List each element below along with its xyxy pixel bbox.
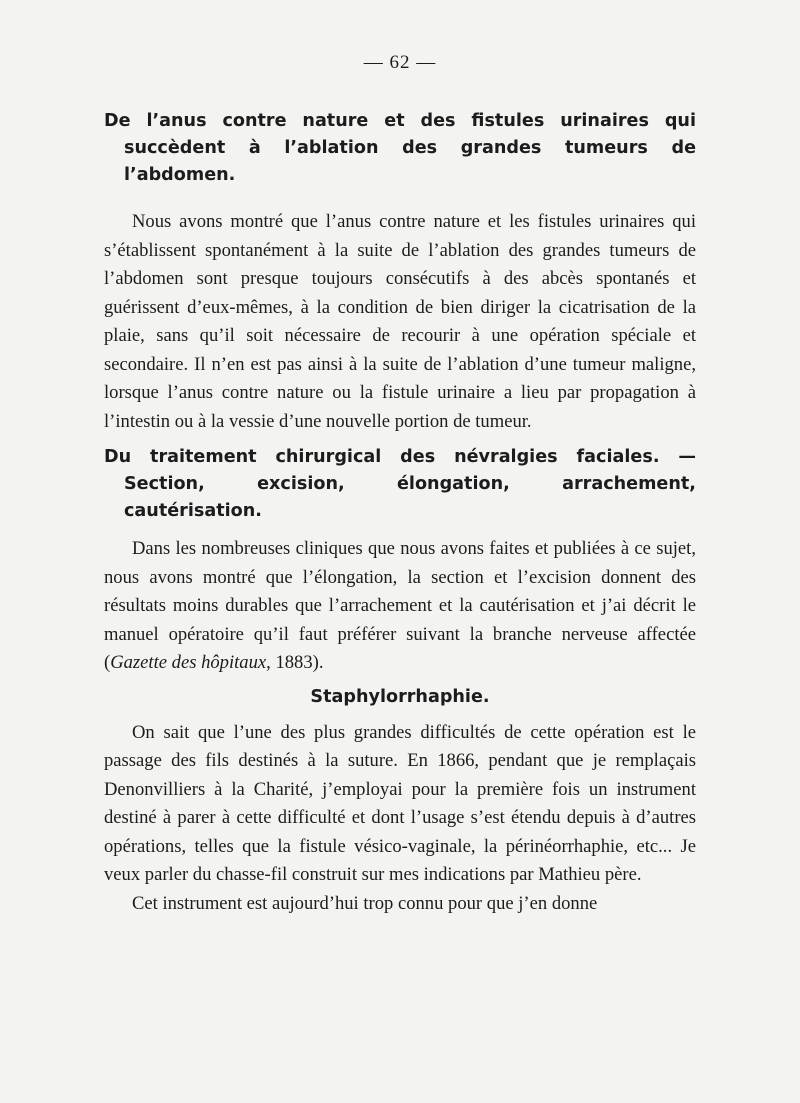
- section-paragraph-staphylorrhaphie-continued: Cet instrument est aujourd’hui trop connu pour que j’en donne: [132, 892, 598, 914]
- journal-citation: Gazette des hôpitaux: [110, 652, 267, 673]
- paragraph-text-before-citation: Dans les nombreuses cliniques que nous avons faites et publiées à ce sujet, nous avons montré que l’élongation, la section et l’excision donnent des résultats moins durables que l’arrachement et la cautérisation et j’ai décrit le manuel opératoire qu’il faut préférer suivant la branche nerveuse affectée (: [104, 538, 696, 673]
- section-heading-nevralgies-faciales: Du traitement chirurgical des névralgies faciales. — Section, excision, élongation, arrachement, cautérisation.: [104, 447, 696, 521]
- section-paragraph-staphylorrhaphie: On sait que l’une des plus grandes difficultés de cette opération est le passage des fils destinés à la suture. En 1866, pendant que je remplaçais Denonvilliers à la Charité, j’employai pour la première fois un instrument destiné à parer à cette difficulté et dont l’usage s’est étendu depuis à d’autres opérations, telles que la fistule vésico-vaginale, la périnéorrhaphie, etc... Je veux parler du chasse-fil construit sur mes indications par Mathieu père.: [104, 721, 696, 885]
- paragraph-text-after-citation: , 1883).: [266, 652, 324, 673]
- section-paragraph-nevralgies-faciales: [104, 535, 696, 678]
- section-heading-staphylorrhaphie: Staphylorrhaphie.: [310, 686, 490, 707]
- page-number: — 62 —: [363, 52, 437, 73]
- section-heading-anus-contre-nature: De l’anus contre nature et des fistules urinaires qui succèdent à l’ablation des grandes tumeurs de l’abdomen.: [104, 111, 696, 185]
- section-paragraph-anus-contre-nature: Nous avons montré que l’anus contre nature et les fistules urinaires qui s’établissent spontanément à la suite de l’ablation des grandes tumeurs de l’abdomen sont presque toujours consécutifs à des abcès spontanés et guérissent d’eux-mêmes, à la condition de bien diriger la cicatrisation de la plaie, sans qu’il soit nécessaire de recourir à une opération spéciale et secondaire. Il n’en est pas ainsi à la suite de l’ablation d’une tumeur maligne, lorsque l’anus contre nature ou la fistule urinaire a lieu par propagation à l’intestin ou à la vessie d’une nouvelle portion de tumeur.: [104, 211, 696, 432]
